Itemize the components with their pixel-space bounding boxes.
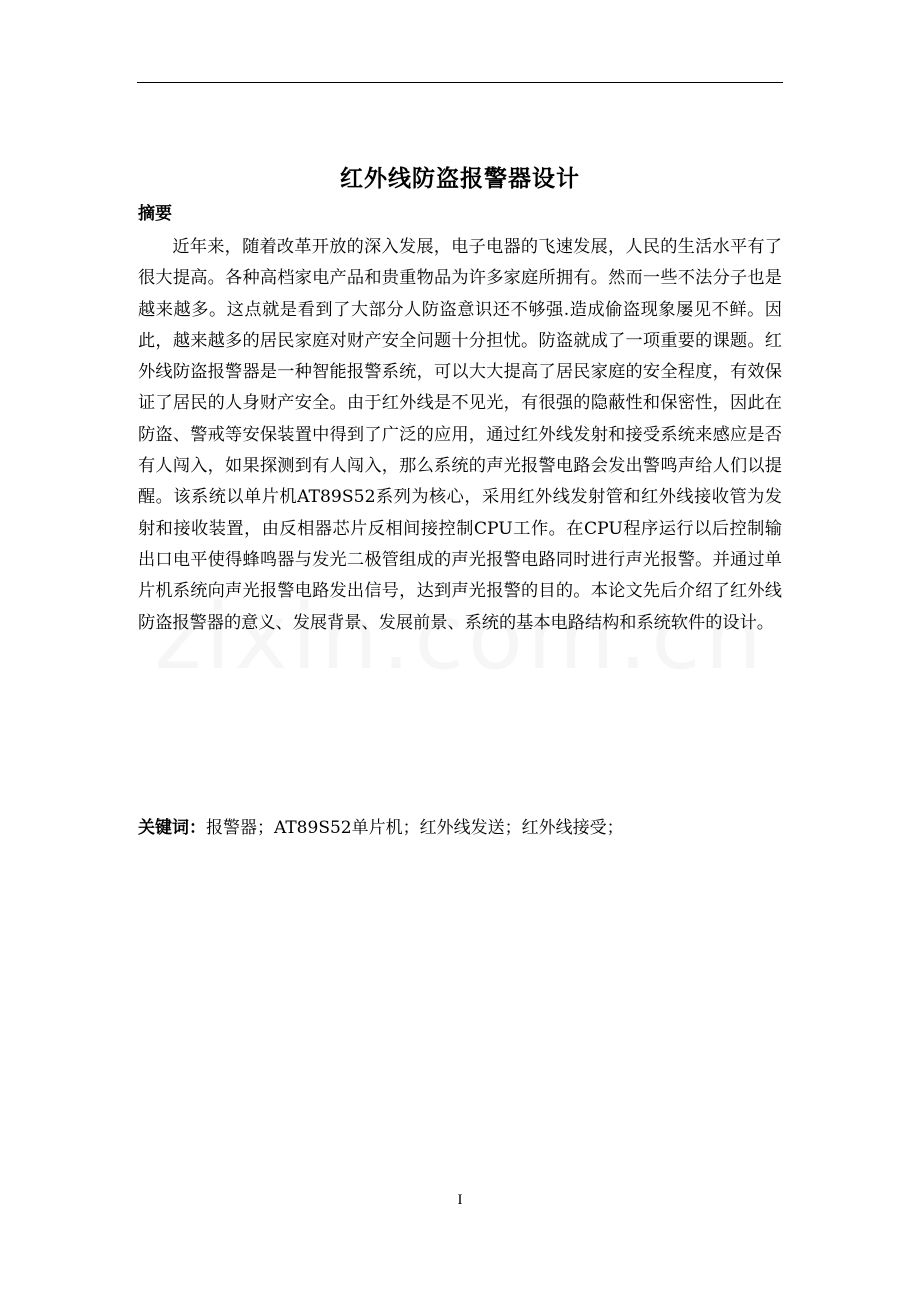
header-rule	[137, 82, 783, 83]
keywords-line	[138, 813, 782, 843]
document-title: 红外线防盗报警器设计	[340, 166, 580, 192]
page-number: I	[457, 1192, 463, 1208]
abstract-heading: 摘要	[138, 204, 172, 224]
keywords-text: 报警器；AT89S52单片机；红外线发送；红外线接受；	[206, 818, 624, 838]
abstract-body: 近年来，随着改革开放的深入发展，电子电器的飞速发展，人民的生活水平有了很大提高。各种高档家电产品和贵重物品为许多家庭所拥有。然而一些不法分子也是越来越多。这点就是看到了大部分人防盗意识还不够强.造成偷盗现象屡见不鲜。因此，越来越多的居民家庭对财产安全问题十分担忧。防盗就成了一项重要的课题。红外线防盗报警器是一种智能报警系统，可以大大提高了居民家庭的安全程度，有效保证了居民的人身财产安全。由于红外线是不见光，有很强的隐蔽性和保密性，因此在防盗、警戒等安保装置中得到了广泛的应用，通过红外线发射和接受系统来感应是否有人闯入，如果探测到有人闯入，那么系统的声光报警电路会发出警鸣声给人们以提醒。该系统以单片机AT89S52系列为核心，采用红外线发射管和红外线接收管为发射和接收装置，由反相器芯片反相间接控制CPU工作。在CPU程序运行以后控制输出口电平使得蜂鸣器与发光二极管组成的声光报警电路同时进行声光报警。并通过单片机系统向声光报警电路发出信号，达到声光报警的目的。本论文先后介绍了红外线防盗报警器的意义、发展背景、发展前景、系统的基本电路结构和系统软件的设计。	[138, 237, 782, 633]
keywords-label: 关键词：	[138, 818, 206, 838]
